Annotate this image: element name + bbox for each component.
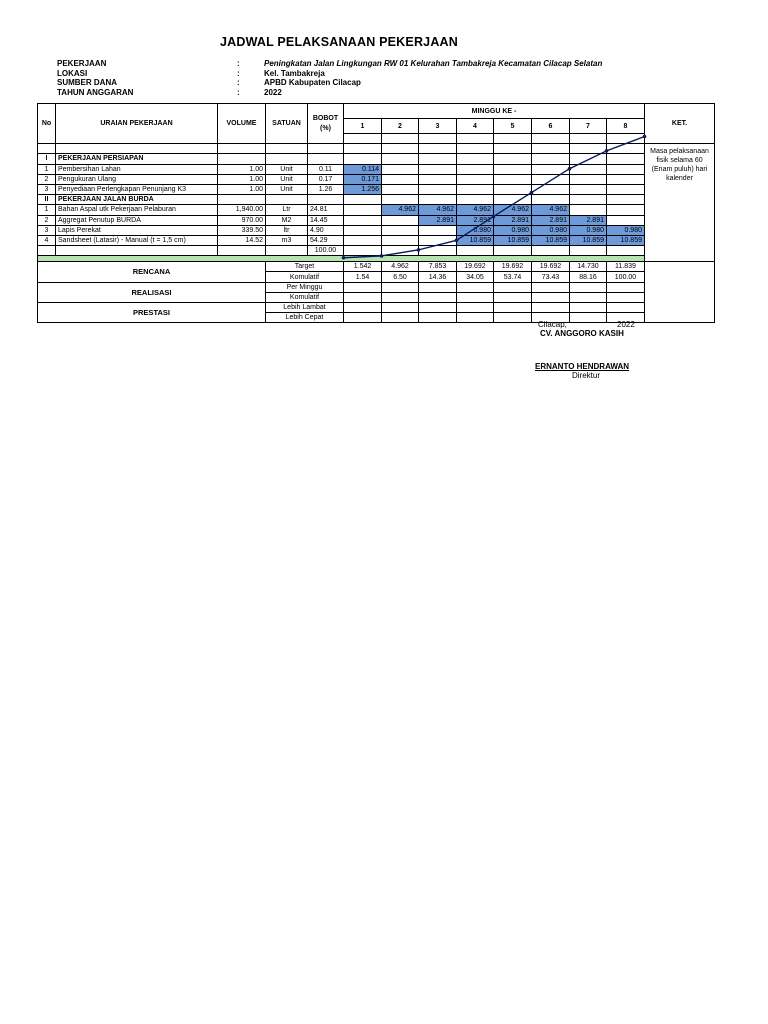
table-row-section (38, 154, 715, 164)
signature-place: Cilacap, (538, 320, 567, 329)
week-cell: 4.962 (457, 205, 494, 215)
item-volume: 1.00 (218, 164, 266, 174)
item-satuan: ltr (266, 225, 308, 235)
item-volume: 1.00 (218, 184, 266, 194)
header-bobot (308, 104, 344, 144)
item-volume: 970.00 (218, 215, 266, 225)
week-cell: 10.859 (570, 235, 607, 245)
table-row (38, 215, 715, 225)
lebih-cepat-label: Lebih Cepat (266, 313, 344, 323)
item-name: Bahan Aspal utk Pekerjaan Pelaburan (56, 205, 218, 215)
item-satuan: m3 (266, 235, 308, 245)
week-header: 6 (532, 119, 570, 134)
signature-year: 2022 (617, 320, 635, 329)
item-no: 2 (38, 174, 56, 184)
item-satuan: M2 (266, 215, 308, 225)
info-row-sumber-dana (57, 78, 602, 88)
target-label: Target (266, 262, 344, 272)
komulatif-value: 14.36 (419, 272, 457, 282)
prestasi-label: PRESTASI (38, 303, 266, 323)
table-row (38, 225, 715, 235)
realisasi-komulatif-label: Komulatif (266, 292, 344, 302)
rencana-target-row (38, 262, 715, 272)
week-cell: 2.891 (494, 215, 532, 225)
week-cell: 4.962 (382, 205, 419, 215)
header-bobot-label: BOBOT (312, 114, 339, 122)
komulatif-label: Komulatif (266, 272, 344, 282)
target-value: 4.962 (382, 262, 419, 272)
item-name: Pembersihan Lahan (56, 164, 218, 174)
prestasi-row (38, 303, 715, 313)
week-cell: 4.962 (494, 205, 532, 215)
item-bobot: 54.29 (308, 235, 344, 245)
item-volume: 1.00 (218, 174, 266, 184)
item-bobot: 14.45 (308, 215, 344, 225)
week-cell: 2.891 (419, 215, 457, 225)
target-value: 19.692 (532, 262, 570, 272)
item-name: Penyediaan Perlengkapan Penunjang K3 (56, 184, 218, 194)
item-bobot: 0.17 (308, 174, 344, 184)
item-no: 2 (38, 215, 56, 225)
table-row (38, 164, 715, 174)
item-satuan: Unit (266, 164, 308, 174)
komulatif-value: 73.43 (532, 272, 570, 282)
item-no: 4 (38, 235, 56, 245)
week-header: 8 (607, 119, 645, 134)
lebih-lambat-label: Lebih Lambat (266, 303, 344, 313)
table-row (38, 205, 715, 215)
page-title: JADWAL PELAKSANAAN PEKERJAAN (219, 35, 459, 49)
header-satuan: SATUAN (266, 104, 308, 144)
project-info (57, 59, 602, 97)
info-row-lokasi (57, 69, 602, 79)
item-bobot: 24.81 (308, 205, 344, 215)
section-name: PEKERJAAN JALAN BURDA (56, 195, 218, 205)
week-header: 4 (457, 119, 494, 134)
info-value: APBD Kabupaten Cilacap (264, 78, 361, 87)
total-bobot: 100.00 (308, 246, 344, 256)
week-cell: 2.891 (457, 215, 494, 225)
komulatif-value: 53.74 (494, 272, 532, 282)
table-row (38, 235, 715, 245)
target-value: 7.853 (419, 262, 457, 272)
item-bobot: 0.11 (308, 164, 344, 174)
week-cell: 10.859 (532, 235, 570, 245)
realisasi-label: REALISASI (38, 282, 266, 302)
table-row-section (38, 195, 715, 205)
header-minggu: MINGGU KE - (344, 104, 645, 119)
week-cell: 0.980 (570, 225, 607, 235)
week-cell: 2.891 (532, 215, 570, 225)
section-name: PEKERJAAN PERSIAPAN (56, 154, 218, 164)
item-satuan: Ltr (266, 205, 308, 215)
info-row-pekerjaan (57, 59, 602, 69)
item-volume: 339.50 (218, 225, 266, 235)
item-volume: 1,940.00 (218, 205, 266, 215)
info-value: Kel. Tambakreja (264, 68, 325, 78)
komulatif-value: 100.00 (607, 272, 645, 282)
header-uraian: URAIAN PEKERJAAN (56, 104, 218, 144)
week-cell: 4.962 (532, 205, 570, 215)
week-cell: 0.114 (344, 164, 382, 174)
target-value: 14.730 (570, 262, 607, 272)
week-header: 1 (344, 119, 382, 134)
info-colon: : (237, 87, 240, 97)
week-header: 7 (570, 119, 607, 134)
item-satuan: Unit (266, 184, 308, 194)
table-row-total (38, 246, 715, 256)
item-name: Sandsheet (Latasir) - Manual (t = 1,5 cm) (56, 235, 218, 245)
table-row (38, 144, 715, 154)
item-no: 3 (38, 184, 56, 194)
week-cell: 2.891 (570, 215, 607, 225)
week-cell: 10.859 (607, 235, 645, 245)
item-no: 1 (38, 205, 56, 215)
info-label: PEKERJAAN (57, 59, 107, 68)
schedule-table (37, 103, 715, 323)
week-cell: 10.859 (494, 235, 532, 245)
week-cell: 0.980 (457, 225, 494, 235)
komulatif-value: 6.50 (382, 272, 419, 282)
week-cell: 1.256 (344, 184, 382, 194)
item-no: 3 (38, 225, 56, 235)
item-no: 1 (38, 164, 56, 174)
info-label: LOKASI (57, 68, 88, 78)
week-cell: 0.980 (607, 225, 645, 235)
signature-company: CV. ANGGORO KASIH (540, 329, 624, 338)
item-volume: 14.52 (218, 235, 266, 245)
komulatif-value: 1.54 (344, 272, 382, 282)
item-satuan: Unit (266, 174, 308, 184)
item-name: Lapis Perekat (56, 225, 218, 235)
week-header: 5 (494, 119, 532, 134)
item-bobot: 4.90 (308, 225, 344, 235)
keterangan-note: Masa pelaksanaan fisik selama 60 (Enam puluh) hari kalender (645, 144, 715, 262)
target-value: 1.542 (344, 262, 382, 272)
week-cell: 4.962 (419, 205, 457, 215)
info-label: SUMBER DANA (57, 78, 117, 87)
header-bobot-unit: (%) (320, 124, 331, 132)
week-header: 3 (419, 119, 457, 134)
target-value: 19.692 (494, 262, 532, 272)
target-value: 11.839 (607, 262, 645, 272)
per-minggu-label: Per Minggu (266, 282, 344, 292)
signature-name: ERNANTO HENDRAWAN (535, 362, 630, 371)
table-row (38, 174, 715, 184)
signature-role: Direktur (572, 371, 601, 380)
week-header: 2 (382, 119, 419, 134)
week-cell: 10.859 (457, 235, 494, 245)
header-no: No (38, 104, 56, 144)
section-no: I (38, 154, 56, 164)
item-bobot: 1.26 (308, 184, 344, 194)
header-ket: KET. (645, 104, 715, 144)
header-volume: VOLUME (218, 104, 266, 144)
realisasi-row (38, 282, 715, 292)
info-value: Peningkatan Jalan Lingkungan RW 01 Kelurahan Tambakreja Kecamatan Cilacap Selatan (264, 59, 603, 68)
info-row-tahun (57, 88, 602, 98)
info-label: TAHUN ANGGARAN (57, 87, 134, 97)
komulatif-value: 34.05 (457, 272, 494, 282)
info-colon: : (237, 68, 240, 78)
info-value: 2022 (264, 87, 282, 97)
info-colon: : (237, 78, 240, 87)
item-name: Pengukuran Ulang (56, 174, 218, 184)
target-value: 19.692 (457, 262, 494, 272)
week-cell: 0.980 (532, 225, 570, 235)
komulatif-value: 88.16 (570, 272, 607, 282)
info-colon: : (237, 59, 240, 68)
week-cell: 0.171 (344, 174, 382, 184)
rencana-label: RENCANA (38, 262, 266, 282)
item-name: Aggregat Penutup BURDA (56, 215, 218, 225)
section-no: II (38, 195, 56, 205)
week-cell: 0.980 (494, 225, 532, 235)
table-row (38, 184, 715, 194)
